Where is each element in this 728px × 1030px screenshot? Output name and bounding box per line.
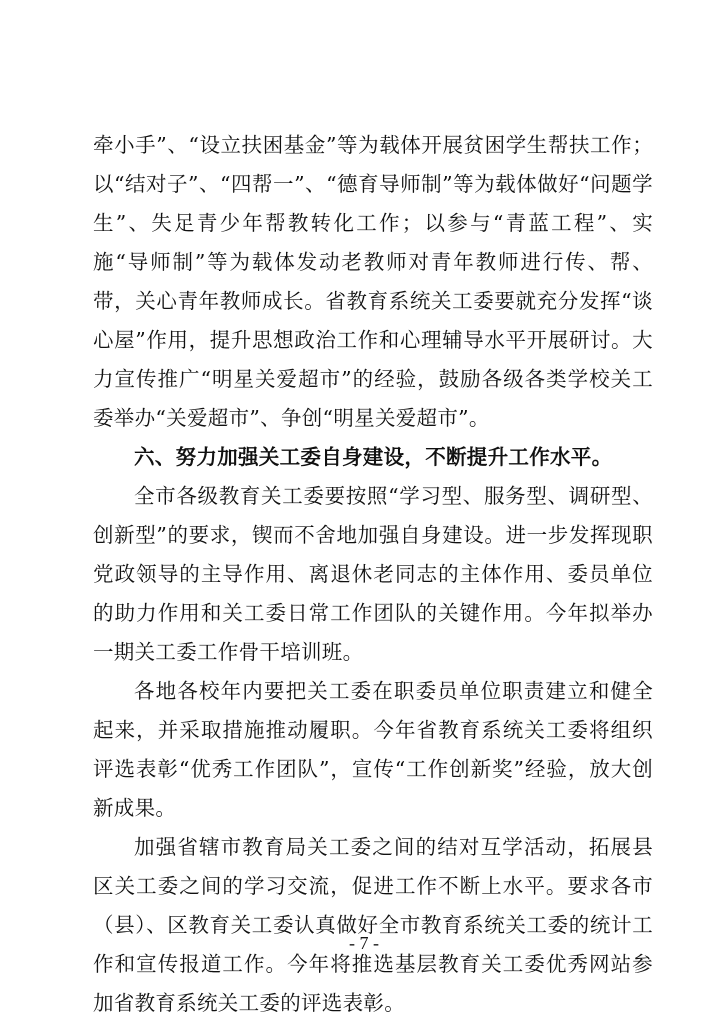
paragraph-responsibilities: 各地各校年内要把关工委在职委员单位职责建立和健全起来，并采取措施推动履职。今年省教育系统关工委将组织评选表彰“优秀工作团队”，宣传“工作创新奖”经验，放大创新成果。 [93,679,653,820]
section-heading-six: 六、努力加强关工委自身建设，不断提升工作水平。 [134,445,613,469]
paragraph-self-construction: 全市各级教育关工委要按照“学习型、服务型、调研型、创新型”的要求，锲而不舍地加强自身建设。进一步发挥现职党政领导的主导作用、离退休老同志的主体作用、委员单位的助力作用和关工委日常工作团队的关键作用。今年拟举办一期关工委工作骨干培训班。 [93,484,653,664]
page-number: - 7 - [349,933,379,953]
body-text [93,126,653,1023]
paragraph-exchange: 加强省辖市教育局关工委之间的结对互学活动，拓展县区关工委之间的学习交流，促进工作不断上水平。要求各市（县）、区教育关工委认真做好全市教育系统关工委的统计工作和宣传报道工作。今年将推选基层教育关工委优秀网站参加省教育系统关工委的评选表彰。 [93,835,653,1015]
paragraph-continuation: 牵小手”、“设立扶困基金”等为载体开展贫困学生帮扶工作；以“结对子”、“四帮一”、“德育导师制”等为载体做好“问题学生”、失足青少年帮教转化工作；以参与“青蓝工程”、实施“导师制”等为载体发动老教师对青年教师进行传、帮、带，关心青年教师成长。省教育系统关工委要就充分发挥“谈心屋”作用，提升思想政治工作和心理辅导水平开展研讨。大力宣传推广“明星关爱超市”的经验，鼓励各级各类学校关工委举办“关爱超市”、争创“明星关爱超市”。 [93,133,653,430]
